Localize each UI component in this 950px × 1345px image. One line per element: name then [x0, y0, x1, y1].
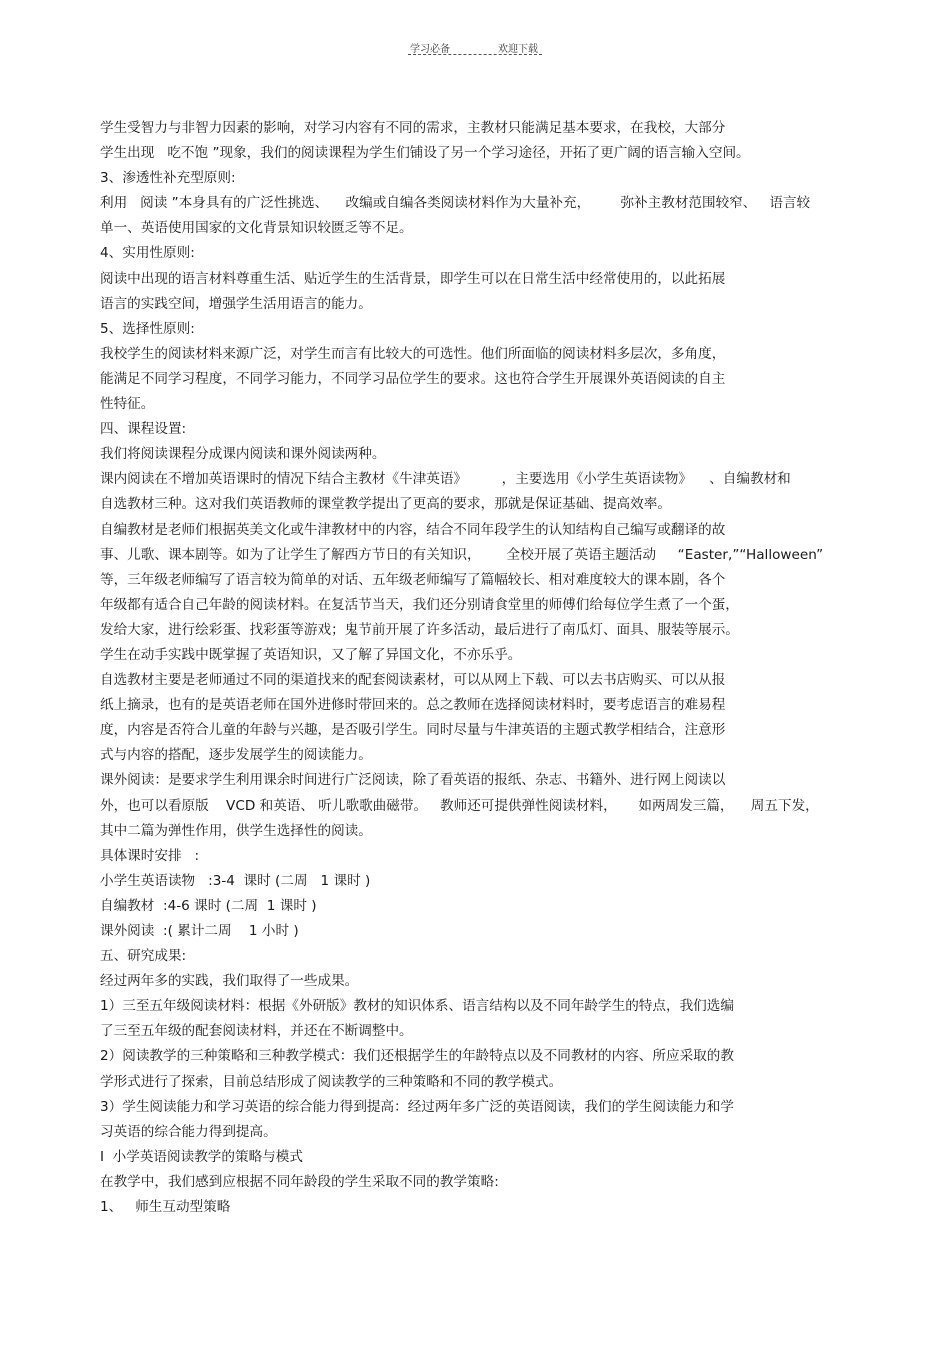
text-line: 小学生英语读物 :3-4 课时 (二周 1 课时 ) [100, 872, 371, 889]
text-line: 具体课时安排 : [100, 847, 200, 864]
text-line: 性特征。 [100, 396, 155, 413]
text-line: 4、实用性原则: [100, 245, 195, 262]
text-line: 其中二篇为弹性作用，供学生选择性的阅读。 [100, 822, 372, 839]
text-line: 事、儿歌、课本剧等。如为了让学生了解西方节日的有关知识， 全校开展了英语主题活动 “Easter,”“Halloween” [100, 546, 824, 563]
text-line: 学形式进行了探索，目前总结形成了阅读教学的三种策略和不同的教学模式。 [100, 1073, 563, 1090]
text-line: 1）三至五年级阅读材料：根据《外研版》教材的知识体系、语言结构以及不同年龄学生的特点，我们选编 [100, 998, 734, 1015]
text-line: 学生在动手实践中既掌握了英语知识，又了解了异国文化，不亦乐乎。 [100, 646, 522, 663]
text-line: 了三至五年级的配套阅读材料，并还在不断调整中。 [100, 1023, 413, 1040]
text-line: 利用 阅读 ”本身具有的广泛性挑选、 改编或自编各类阅读材料作为大量补充， 弥补主教材范围较窄、 语言较 [100, 195, 811, 212]
text-line: Ⅰ 小学英语阅读教学的策略与模式 [100, 1148, 303, 1165]
text-line: 自选教材三种。这对我们英语教师的课堂教学提出了更高的要求，那就是保证基础、提高效率。 [100, 496, 671, 513]
header-divider [408, 54, 542, 55]
text-line: 习英语的综合能力得到提高。 [100, 1123, 277, 1140]
text-line: 课外阅读：是要求学生利用课余时间进行广泛阅读，除了看英语的报纸、杂志、书籍外、进行网上阅读以 [100, 772, 726, 789]
text-line: 学生出现 吃不饱 ”现象，我们的阅读课程为学生们铺设了另一个学习途径，开拓了更广阔的语言输入空间。 [100, 145, 750, 162]
text-line: 2）阅读教学的三种策略和三种教学模式：我们还根据学生的年龄特点以及不同教材的内容、所应采取的教 [100, 1048, 734, 1065]
page-header [0, 38, 950, 58]
text-line: 自编教材 :4-6 课时 (二周 1 课时 ) [100, 897, 317, 914]
text-line: 我们将阅读课程分成课内阅读和课外阅读两种。 [100, 446, 386, 463]
text-line: 在教学中，我们感到应根据不同年龄段的学生采取不同的教学策略: [100, 1173, 499, 1190]
text-line: 课内阅读在不增加英语课时的情况下结合主教材《牛津英语》 ，主要选用《小学生英语读物》 、自编教材和 [100, 471, 791, 488]
text-line: 1、 师生互动型策略 [100, 1199, 231, 1216]
text-line: 3、渗透性补充型原则: [100, 170, 236, 187]
text-line: 3）学生阅读能力和学习英语的综合能力得到提高：经过两年多广泛的英语阅读，我们的学生阅读能力和学 [100, 1098, 734, 1115]
text-line: 学生受智力与非智力因素的影响，对学习内容有不同的需求，主教材只能满足基本要求，在我校，大部分 [100, 120, 726, 136]
text-line: 五、研究成果: [100, 948, 187, 965]
text-line: 自编教材是老师们根据英美文化或牛津教材中的内容，结合不同年段学生的认知结构自己编写或翻译的故 [100, 521, 726, 538]
text-line: 式与内容的搭配，逐步发展学生的阅读能力。 [100, 747, 372, 764]
document-body [100, 116, 890, 1220]
text-line: 四、课程设置: [100, 421, 187, 438]
text-line: 我校学生的阅读材料来源广泛，对学生而言有比较大的可选性。他们所面临的阅读材料多层次，多角度， [100, 345, 726, 362]
text-line: 自选教材主要是老师通过不同的渠道找来的配套阅读素材，可以从网上下载、可以去书店购买、可以从报 [100, 672, 726, 689]
text-line: 课外阅读 :( 累计二周 1 小时 ) [100, 923, 299, 939]
text-line: 发给大家，进行绘彩蛋、找彩蛋等游戏；鬼节前开展了许多活动，最后进行了南瓜灯、面具、服装等展示。 [100, 621, 739, 638]
text-line: 语言的实践空间，增强学生活用语言的能力。 [100, 295, 372, 312]
text-line: 年级都有适合自己年龄的阅读材料。在复活节当天，我们还分别请食堂里的师傅们给每位学生煮了一个蛋， [100, 596, 739, 613]
text-line: 经过两年多的实践，我们取得了一些成果。 [100, 973, 359, 990]
text-line: 纸上摘录，也有的是英语老师在国外进修时带回来的。总之教师在选择阅读材料时，要考虑语言的难易程 [100, 697, 726, 714]
header-right-text: 欢迎下载 [498, 44, 538, 55]
text-line: 阅读中出现的语言材料尊重生活、贴近学生的生活背景，即学生可以在日常生活中经常使用的，以此拓展 [100, 270, 726, 287]
text-line: 5、选择性原则: [100, 320, 195, 337]
text-line: 能满足不同学习程度，不同学习能力，不同学习品位学生的要求。这也符合学生开展课外英语阅读的自主 [100, 370, 726, 387]
text-line: 度，内容是否符合儿童的年龄与兴趣，是否吸引学生。同时尽量与牛津英语的主题式教学相结合，注意形 [100, 722, 726, 739]
text-line: 等，三年级老师编写了语言较为简单的对话、五年级老师编写了篇幅较长、相对难度较大的课本剧，各个 [100, 571, 726, 588]
text-line: 单一、英语使用国家的文化背景知识较匮乏等不足。 [100, 220, 413, 237]
text-line: 外，也可以看原版 VCD 和英语、 听儿歌歌曲磁带。 教师还可提供弹性阅读材料， 如两周发三篇， 周五下发， [100, 797, 819, 814]
header-left-text: 学习必备 [410, 44, 450, 55]
